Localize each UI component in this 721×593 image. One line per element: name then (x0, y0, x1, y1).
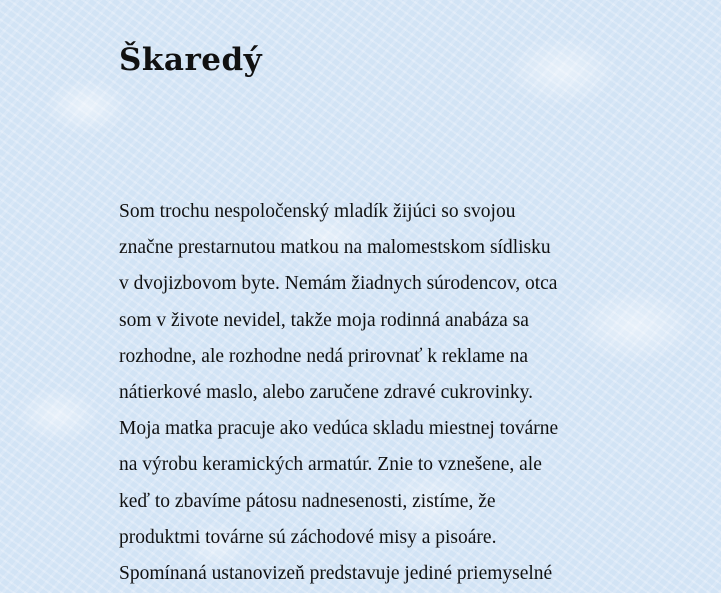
paragraph-line: keď to zbavíme pátosu nadnesenosti, zistíme, že (119, 490, 496, 512)
body-paragraph (119, 196, 599, 593)
paragraph-line: na výrobu keramických armatúr. Znie to vznešene, ale (119, 454, 542, 476)
paragraph-line: Spomínaná ustanovizeň predstavuje jediné priemyselné (119, 562, 553, 584)
paragraph-line: v dvojizbovom byte. Nemám žiadnych súrodencov, otca (119, 273, 558, 295)
page-title: Škaredý (119, 42, 263, 78)
paragraph-line: produktmi továrne sú záchodové misy a pisoáre. (119, 526, 497, 548)
paragraph-line: Som trochu nespoločenský mladík žijúci so svojou (119, 201, 516, 222)
paragraph-line: Moja matka pracuje ako vedúca skladu miestnej továrne (119, 418, 559, 440)
paragraph-line: nátierkové maslo, alebo zaručene zdravé cukrovinky. (119, 381, 534, 403)
paragraph-line: rozhodne, ale rozhodne nedá prirovnať k reklame na (119, 345, 528, 367)
paragraph-line: značne prestarnutou matkou na malomestskom sídlisku (119, 237, 551, 259)
paragraph-line: som v živote nevidel, takže moja rodinná anabáza sa (119, 309, 529, 331)
